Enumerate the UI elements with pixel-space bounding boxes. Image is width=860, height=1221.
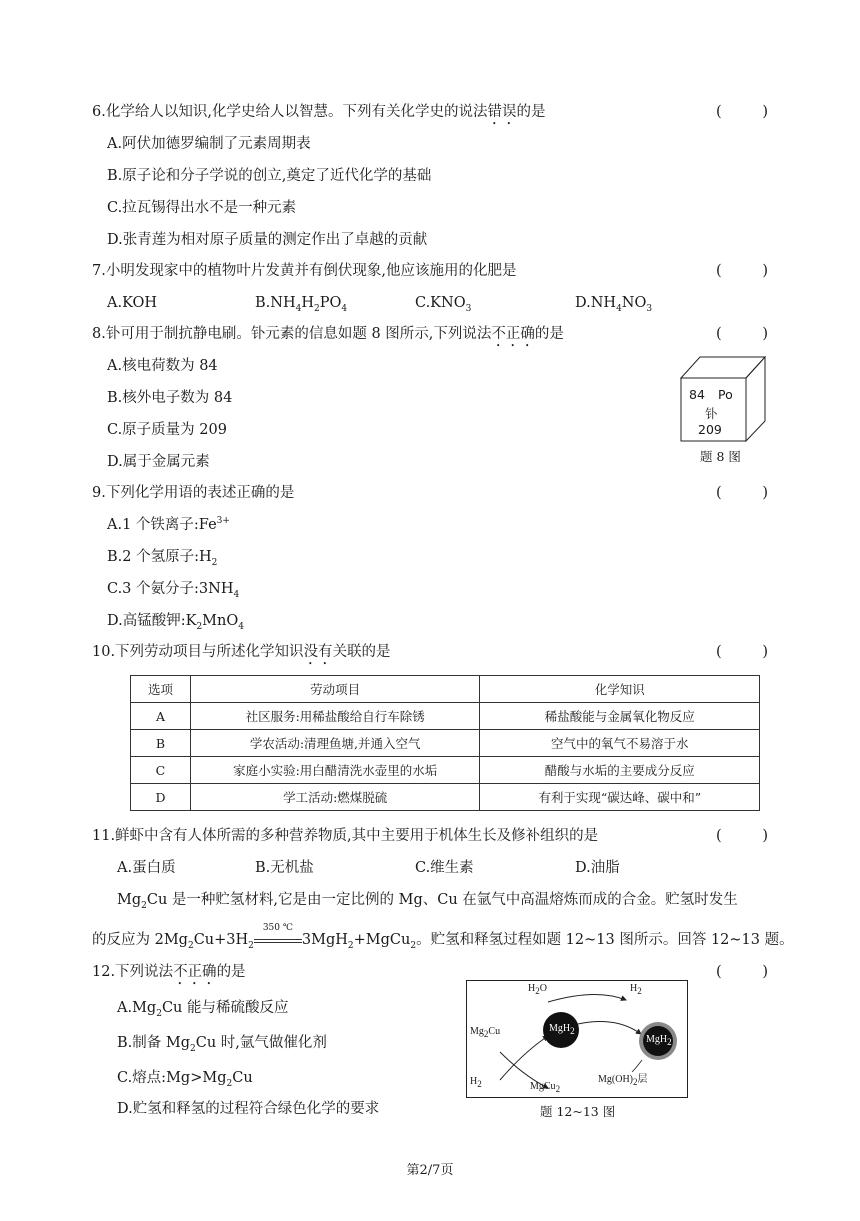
answer-blank-6: ( ): [716, 104, 768, 120]
answer-blank-11: ( ): [716, 828, 768, 844]
question-8-option-d: D.属于金属元素: [107, 454, 210, 470]
table-cell: B: [131, 730, 191, 757]
answer-blank-9: ( ): [716, 485, 768, 501]
question-11-option-d: D.油脂: [575, 860, 620, 876]
question-6-option-a: A.阿伏加德罗编制了元素周期表: [107, 136, 311, 152]
table-cell: 醋酸与水垢的主要成分反应: [480, 757, 760, 784]
table-header-row: [131, 676, 760, 703]
question-10-table: [130, 675, 760, 811]
table-header-cell: 化学知识: [480, 676, 760, 703]
element-cell-figure: [680, 356, 766, 442]
table-row: [131, 757, 760, 784]
question-8-option-a: A.核电荷数为 84: [107, 358, 218, 374]
question-7-option-b: $B.NH_4H_2PO_4$: [255, 295, 348, 314]
table-row: [131, 703, 760, 730]
question-6-stem: 6.化学给人以知识,化学史给人以智慧。下列有关化学史的说法错误的是: [92, 104, 546, 120]
question-11-option-b: B.无机盐: [255, 860, 314, 876]
figure-8-caption: 题 8 图: [700, 449, 741, 464]
label-mgoh2-layer: $Mg(OH)_2$层: [598, 1074, 648, 1087]
emphasis-text: 不正确: [491, 326, 535, 342]
atomic-number: 84: [689, 387, 705, 402]
table-cell: 家庭小实验:用白醋清洗水壶里的水垢: [190, 757, 480, 784]
label-mgh2-first: MgH$_2$: [549, 1023, 575, 1036]
question-12-option-b: B.制备 $Mg_2Cu$ 时,氩气做催化剂: [117, 1035, 327, 1054]
atomic-mass: 209: [698, 422, 722, 437]
label-h2-bottom: $H_2$: [470, 1076, 482, 1089]
question-7-option-c: $C.KNO_3$: [415, 295, 472, 314]
answer-blank-7: ( ): [716, 263, 768, 279]
table-cell: D: [131, 784, 191, 811]
table-cell: C: [131, 757, 191, 784]
question-11-stem: 11.鲜虾中含有人体所需的多种营养物质,其中主要用于机体生长及修补组织的是: [92, 828, 599, 844]
table-cell: 学工活动:燃煤脱硫: [190, 784, 480, 811]
label-mgh2-second: MgH$_2$: [646, 1034, 672, 1047]
label-mg2cu: $Mg_2Cu$: [470, 1026, 501, 1039]
answer-blank-8: ( ): [716, 326, 768, 342]
passage-line-1: $Mg_2Cu$ 是一种贮氢材料,它是由一定比例的 Mg、Cu 在氩气中高温熔炼而成的合金。贮氢时发生: [117, 892, 738, 911]
question-7-option-a: A.KOH: [107, 295, 158, 311]
question-8-option-b: B.核外电子数为 84: [107, 390, 233, 406]
question-11-option-a: A.蛋白质: [117, 860, 176, 876]
question-12-option-d: D.贮氢和释氢的过程符合绿色化学的要求: [117, 1101, 380, 1117]
label-h2o: $H_2O$: [528, 983, 547, 996]
table-cell: A: [131, 703, 191, 730]
element-name: 钋: [705, 406, 718, 421]
passage-line-2: 的反应为 $2Mg_2Cu+3H_2$ 350 ℃ 3MgH$_2$+MgCu$_2$。贮氢和释氢过程如题 12~13 图所示。回答 12~13 题。: [92, 923, 794, 951]
question-8-stem: 8.钋可用于制抗静电刷。钋元素的信息如题 8 图所示,下列说法不正确的是: [92, 326, 564, 342]
reaction-condition: 350 ℃: [254, 937, 302, 943]
table-row: [131, 730, 760, 757]
table-cell: 有利于实现“碳达峰、碳中和”: [480, 784, 760, 811]
question-8-option-c: C.原子质量为 209: [107, 422, 227, 438]
answer-blank-12: ( ): [716, 964, 768, 980]
table-header-cell: 劳动项目: [190, 676, 480, 703]
question-9-option-d: D.高锰酸钾$:K_2MnO_4$: [107, 613, 244, 632]
table-cell: 学农活动:清理鱼塘,并通入空气: [190, 730, 480, 757]
page-number: 第2/7页: [406, 1163, 454, 1178]
question-7-option-d: $D.NH_4NO_3$: [575, 295, 653, 314]
element-symbol: Po: [718, 387, 733, 402]
question-12-option-c: C.熔点$:Mg>Mg_2Cu$: [117, 1070, 253, 1089]
table-row: [131, 784, 760, 811]
emphasis-text: 不正确: [173, 964, 217, 980]
table-cell: 空气中的氧气不易溶于水: [480, 730, 760, 757]
label-h2-top: $H_2$: [630, 983, 642, 996]
question-7-stem: 7.小明发现家中的植物叶片发黄并有倒伏现象,他应该施用的化肥是: [92, 263, 517, 279]
table-cell: 稀盐酸能与金属氧化物反应: [480, 703, 760, 730]
question-6-option-b: B.原子论和分子学说的创立,奠定了近代化学的基础: [107, 168, 432, 184]
label-mgcu2: MgCu$_2$: [530, 1081, 561, 1094]
table-header-cell: 选项: [131, 676, 191, 703]
question-10-stem: 10.下列劳动项目与所述化学知识没有关联的是: [92, 644, 391, 660]
question-12-option-a: $A.Mg_2Cu$ 能与稀硫酸反应: [117, 1000, 289, 1019]
question-9-option-b: B.2 个氢原子$:H_2$: [107, 549, 218, 568]
table-cell: 社区服务:用稀盐酸给自行车除锈: [190, 703, 480, 730]
emphasis-text: 没有: [303, 644, 333, 660]
answer-blank-10: ( ): [716, 644, 768, 660]
hydrogen-storage-diagram: [466, 980, 688, 1098]
emphasis-text: 错误: [487, 104, 517, 120]
question-6-option-d: D.张青莲为相对原子质量的测定作出了卓越的贡献: [107, 232, 428, 248]
question-6-option-c: C.拉瓦锡得出水不是一种元素: [107, 200, 297, 216]
question-11-option-c: C.维生素: [415, 860, 474, 876]
question-9-stem: 9.下列化学用语的表述正确的是: [92, 485, 295, 501]
figure-12-13-caption: 题 12~13 图: [540, 1104, 616, 1119]
question-9-option-a: A.1 个铁离子$:Fe^{3+}$: [107, 516, 230, 533]
question-12-stem: 12.下列说法不正确的是: [92, 964, 246, 980]
question-9-option-c: C.3 个氨分子$:3NH_4$: [107, 581, 240, 600]
